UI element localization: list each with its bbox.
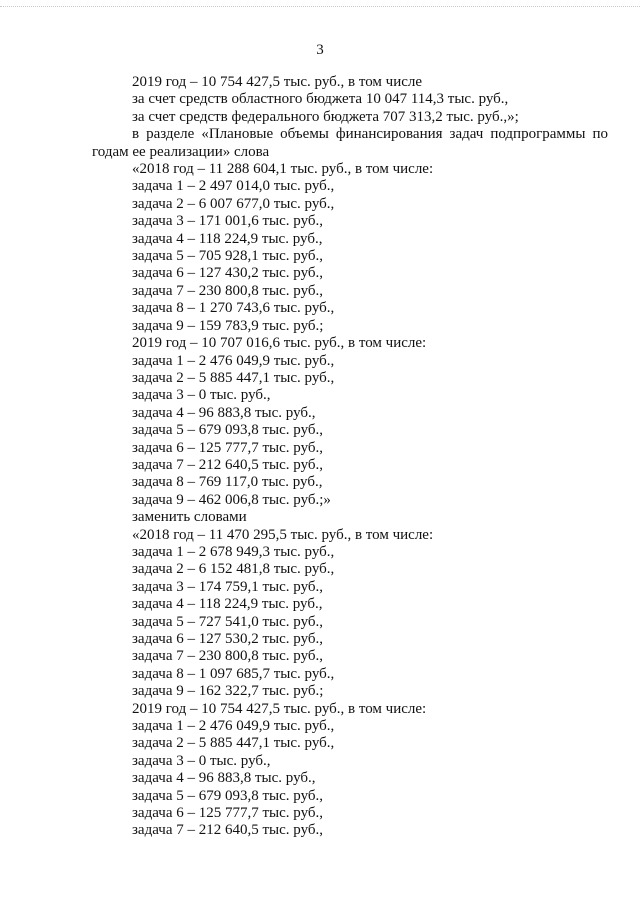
text-line: задача 6 – 125 777,7 тыс. руб., bbox=[132, 805, 324, 822]
text-line: 2019 год – 10 707 016,6 тыс. руб., в том числе: bbox=[132, 335, 427, 352]
text-line: задача 8 – 769 117,0 тыс. руб., bbox=[132, 474, 323, 491]
text-line: задача 6 – 127 530,2 тыс. руб., bbox=[132, 631, 324, 647]
text-line: задача 7 – 230 800,8 тыс. руб., bbox=[132, 282, 324, 299]
text-line: 2019 год – 10 754 427,5 тыс. руб., в том числе bbox=[132, 74, 423, 90]
text-line: задача 1 – 2 678 949,3 тыс. руб., bbox=[132, 543, 335, 560]
text-line: задача 9 – 162 322,7 тыс. руб.; bbox=[132, 683, 324, 700]
text-line: задача 3 – 0 тыс. руб., bbox=[132, 752, 271, 769]
document-body bbox=[92, 74, 608, 840]
text-line: задача 3 – 174 759,1 тыс. руб., bbox=[132, 578, 324, 595]
text-line: задача 4 – 96 883,8 тыс. руб., bbox=[132, 770, 316, 787]
text-line: задача 1 – 2 476 049,9 тыс. руб., bbox=[132, 352, 335, 369]
text-line: задача 7 – 212 640,5 тыс. руб., bbox=[132, 822, 324, 839]
text-line: задача 8 – 1 270 743,6 тыс. руб., bbox=[132, 300, 335, 317]
text-line: задача 7 – 230 800,8 тыс. руб., bbox=[132, 648, 324, 665]
text-line: задача 9 – 159 783,9 тыс. руб.; bbox=[132, 317, 324, 334]
text-line: задача 2 – 5 885 447,1 тыс. руб., bbox=[132, 369, 335, 386]
text-line: задача 4 – 118 224,9 тыс. руб., bbox=[132, 230, 323, 247]
text-line: заменить словами bbox=[132, 509, 247, 526]
text-line: задача 2 – 5 885 447,1 тыс. руб., bbox=[132, 735, 335, 752]
text-line: задача 9 – 462 006,8 тыс. руб.;» bbox=[132, 491, 331, 508]
text-line: задача 1 – 2 476 049,9 тыс. руб., bbox=[132, 718, 335, 735]
text-line: задача 2 – 6 152 481,8 тыс. руб., bbox=[132, 561, 335, 578]
text-line: за счет средств федерального бюджета 707 313,2 тыс. руб.,»; bbox=[132, 108, 519, 125]
text-line: задача 7 – 212 640,5 тыс. руб., bbox=[132, 456, 324, 473]
page-number: 3 bbox=[316, 42, 324, 58]
text-line: задача 4 – 96 883,8 тыс. руб., bbox=[132, 404, 316, 421]
scan-edge-artifact bbox=[0, 0, 640, 7]
text-line: задача 1 – 2 497 014,0 тыс. руб., bbox=[132, 178, 335, 195]
text-line: задача 5 – 679 093,8 тыс. руб., bbox=[132, 787, 324, 804]
text-line: задача 5 – 705 928,1 тыс. руб., bbox=[132, 248, 324, 265]
text-line: задача 6 – 127 430,2 тыс. руб., bbox=[132, 265, 324, 282]
paragraph: в разделе «Плановые объемы финансирования задач подпрограммы по годам ее реализации» слова bbox=[92, 126, 608, 160]
text-line: «2018 год – 11 470 295,5 тыс. руб., в том числе: bbox=[132, 526, 434, 543]
text-line: задача 3 – 171 001,6 тыс. руб., bbox=[132, 213, 324, 230]
text-line: задача 5 – 679 093,8 тыс. руб., bbox=[132, 422, 324, 439]
text-line: задача 3 – 0 тыс. руб., bbox=[132, 387, 271, 404]
text-line: задача 5 – 727 541,0 тыс. руб., bbox=[132, 613, 324, 630]
text-line: 2019 год – 10 754 427,5 тыс. руб., в том числе: bbox=[132, 700, 427, 717]
text-line: задача 4 – 118 224,9 тыс. руб., bbox=[132, 596, 323, 613]
text-line: задача 8 – 1 097 685,7 тыс. руб., bbox=[132, 665, 335, 682]
text-line: за счет средств областного бюджета 10 047 114,3 тыс. руб., bbox=[132, 91, 509, 108]
text-line: задача 2 – 6 007 677,0 тыс. руб., bbox=[132, 195, 335, 212]
text-line: «2018 год – 11 288 604,1 тыс. руб., в том числе: bbox=[132, 161, 434, 178]
text-line: задача 6 – 125 777,7 тыс. руб., bbox=[132, 439, 324, 456]
